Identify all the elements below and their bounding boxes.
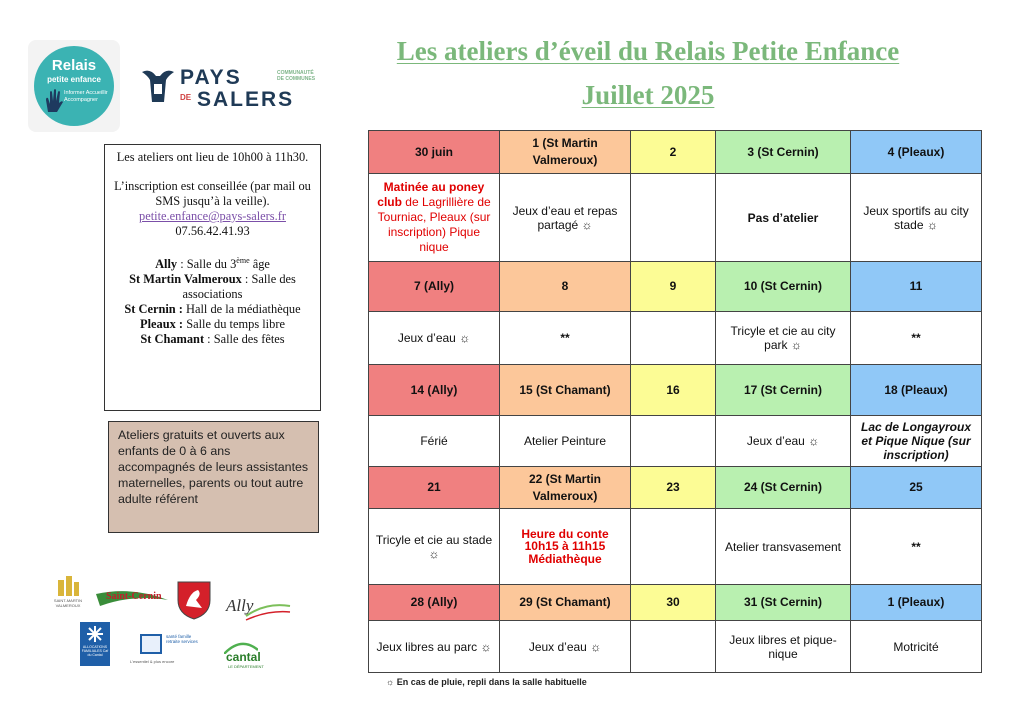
saint-martin-logo: SAINT-MARTIN VALMEROUX bbox=[50, 576, 86, 608]
day-header: 23 bbox=[631, 467, 716, 509]
day-header: 24 (St Cernin) bbox=[716, 467, 851, 509]
day-header: 30 bbox=[631, 585, 716, 621]
activity-cell: Matinée au poney club de Lagrillière de Tourniac, Pleaux (sur inscription) Pique nique bbox=[369, 174, 500, 262]
ally-logo: Ally bbox=[222, 596, 292, 624]
location-st-chamant: St Chamant : Salle des fêtes bbox=[140, 332, 285, 347]
relais-petite-enfance-logo bbox=[28, 40, 120, 132]
rain-footnote: ☼ En cas de pluie, repli dans la salle habituelle bbox=[386, 677, 587, 687]
day-header: 21 bbox=[369, 467, 500, 509]
page-subtitle-month: Juillet 2025 bbox=[581, 80, 715, 110]
table-row bbox=[369, 312, 982, 365]
relais-logo-subtitle: petite enfance bbox=[47, 75, 101, 84]
activity-cell: Jeux d’eau ☼ bbox=[369, 312, 500, 365]
activity-cell bbox=[631, 416, 716, 467]
table-row bbox=[369, 131, 982, 174]
info-inscription: L’inscription est conseillée (par mail ou SMS jusqu’à la veille). bbox=[114, 179, 311, 208]
location-st-cernin: St Cernin : Hall de la médiathèque bbox=[124, 302, 301, 317]
msa-square-icon bbox=[140, 634, 162, 654]
activity-cell: Heure du conte 10h15 à 11h15 Médiathèque bbox=[500, 509, 631, 585]
day-header: 7 (Ally) bbox=[369, 262, 500, 312]
table-row bbox=[369, 509, 982, 585]
table-row bbox=[369, 467, 982, 509]
day-header: 8 bbox=[500, 262, 631, 312]
activity-cell: Atelier transvasement bbox=[716, 509, 851, 585]
table-row bbox=[369, 585, 982, 621]
activity-cell: Jeux d’eau et repas partagé ☼ bbox=[500, 174, 631, 262]
snowflake-icon bbox=[86, 625, 104, 643]
activity-cell: Tricyle et cie au stade ☼ bbox=[369, 509, 500, 585]
activity-cell: Motricité bbox=[851, 621, 982, 673]
saint-cernin-logo: Saint-Cernin bbox=[94, 586, 170, 612]
cantal-logo: cantal LE DÉPARTEMENT bbox=[212, 640, 270, 670]
ally-coat-of-arms bbox=[176, 580, 212, 622]
tower-icon bbox=[55, 576, 81, 596]
table-row bbox=[369, 262, 982, 312]
activity-cell: Atelier Peinture bbox=[500, 416, 631, 467]
activity-cell: ** bbox=[851, 509, 982, 585]
day-header: 1 (Pleaux) bbox=[851, 585, 982, 621]
relais-logo-circle bbox=[34, 46, 114, 126]
logo-de-text: DE bbox=[180, 93, 192, 102]
day-header: 16 bbox=[631, 365, 716, 416]
activity-cell bbox=[631, 509, 716, 585]
email-link[interactable]: petite.enfance@pays-salers.fr bbox=[139, 209, 286, 223]
msa-logo: santé famille retraite services L'essentiel & plus encore bbox=[130, 634, 198, 664]
day-header: 15 (St Chamant) bbox=[500, 365, 631, 416]
day-header: 1 (St Martin Valmeroux) bbox=[500, 131, 631, 174]
activity-cell: Jeux d’eau ☼ bbox=[500, 621, 631, 673]
day-header: 14 (Ally) bbox=[369, 365, 500, 416]
shield-icon bbox=[176, 580, 212, 620]
day-header: 4 (Pleaux) bbox=[851, 131, 982, 174]
activity-cell: Jeux libres et pique-nique bbox=[716, 621, 851, 673]
day-header: 18 (Pleaux) bbox=[851, 365, 982, 416]
calendar-table bbox=[368, 130, 982, 673]
day-header: 11 bbox=[851, 262, 982, 312]
activity-cell: Tricyle et cie au city park ☼ bbox=[716, 312, 851, 365]
page-title: Les ateliers d’éveil du Relais Petite Enfance bbox=[396, 36, 900, 66]
relais-logo-title: Relais bbox=[51, 57, 97, 74]
day-header: 9 bbox=[631, 262, 716, 312]
pays-de-salers-logo bbox=[140, 66, 316, 116]
activity-cell: ** bbox=[500, 312, 631, 365]
cow-head-icon bbox=[140, 68, 176, 108]
caf-logo: ALLOCATIONS FAMILIALES Caf du Cantal bbox=[80, 622, 110, 666]
info-box bbox=[104, 144, 321, 411]
day-header: 2 bbox=[631, 131, 716, 174]
day-header: 17 (St Cernin) bbox=[716, 365, 851, 416]
activity-cell bbox=[631, 621, 716, 673]
activity-cell: Jeux libres au parc ☼ bbox=[369, 621, 500, 673]
day-header: 30 juin bbox=[369, 131, 500, 174]
activity-cell: Jeux d’eau ☼ bbox=[716, 416, 851, 467]
info-hours: Les ateliers ont lieu de 10h00 à 11h30. bbox=[116, 150, 309, 164]
day-header: 22 (St Martin Valmeroux) bbox=[500, 467, 631, 509]
activity-cell: ** bbox=[851, 312, 982, 365]
location-ally: Ally : Salle du 3ème âge bbox=[155, 256, 270, 272]
activity-cell: Jeux sportifs au city stade ☼ bbox=[851, 174, 982, 262]
relais-logo-tagline: Informer Accueillir Accompagner bbox=[64, 90, 108, 103]
ally-swoosh-icon bbox=[222, 596, 292, 624]
day-header: 3 (St Cernin) bbox=[716, 131, 851, 174]
day-header: 10 (St Cernin) bbox=[716, 262, 851, 312]
activity-cell: Pas d’atelier bbox=[716, 174, 851, 262]
logo-communaute-text: COMMUNAUTÉ DE COMMUNES bbox=[277, 70, 316, 82]
hand-icon bbox=[44, 88, 64, 114]
day-header: 25 bbox=[851, 467, 982, 509]
day-header: 29 (St Chamant) bbox=[500, 585, 631, 621]
activity-cell bbox=[631, 312, 716, 365]
table-row bbox=[369, 416, 982, 467]
day-header: 28 (Ally) bbox=[369, 585, 500, 621]
table-row bbox=[369, 174, 982, 262]
activity-cell bbox=[631, 174, 716, 262]
day-header: 31 (St Cernin) bbox=[716, 585, 851, 621]
info-phone: 07.56.42.41.93 bbox=[175, 224, 250, 238]
free-workshops-note: Ateliers gratuits et ouverts aux enfants de 0 à 6 ans accompagnés de leurs assistantes maternelles, parents ou tout autre adulte référent bbox=[108, 421, 319, 533]
activity-cell: Lac de Longayroux et Pique Nique (sur inscription) bbox=[851, 416, 982, 467]
table-row bbox=[369, 621, 982, 673]
table-row bbox=[369, 365, 982, 416]
activity-cell: Férié bbox=[369, 416, 500, 467]
logo-salers-text: SALERS bbox=[197, 88, 295, 111]
location-pleaux: Pleaux : Salle du temps libre bbox=[140, 317, 285, 332]
location-st-martin: St Martin Valmeroux : Salle des associations bbox=[129, 272, 296, 302]
logo-pays-text: PAYS bbox=[180, 66, 242, 89]
